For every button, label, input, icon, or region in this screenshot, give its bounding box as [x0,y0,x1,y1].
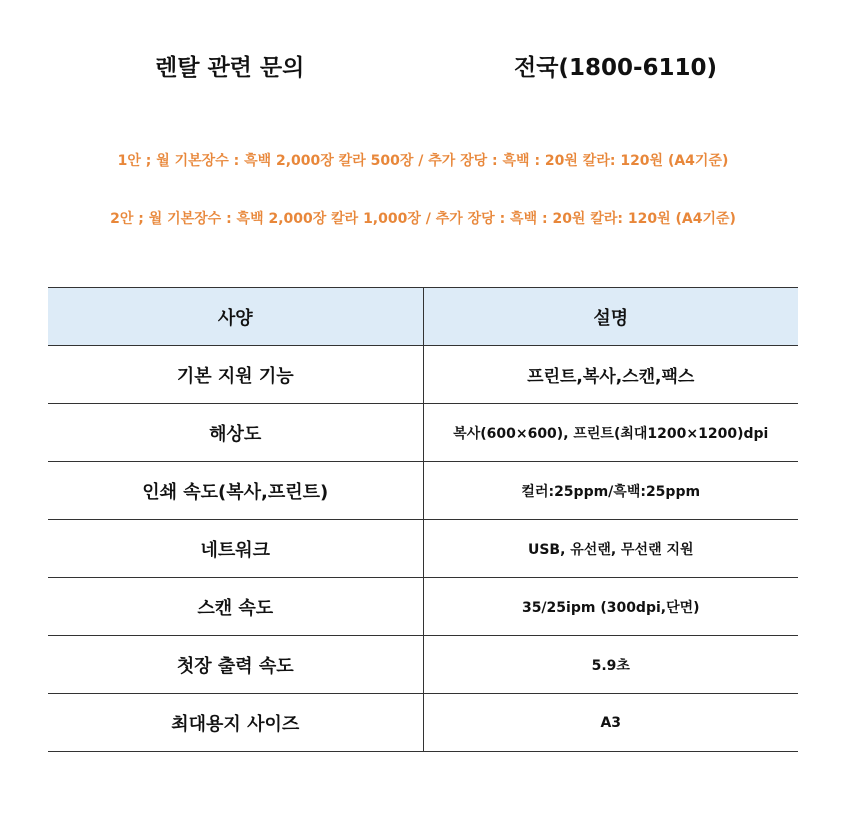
spec-value: 컬러:25ppm/흑백:25ppm [423,462,798,520]
spec-label: 해상도 [48,404,423,462]
spec-value: 35/25ipm (300dpi,단면) [423,578,798,636]
table-row [48,578,798,636]
table-row [48,346,798,404]
spec-value: 복사(600×600), 프린트(최대1200×1200)dpi [423,404,798,462]
spec-label: 인쇄 속도(복사,프린트) [48,462,423,520]
table-row [48,404,798,462]
table-row [48,520,798,578]
plan-2-pricing: 2안 ; 월 기본장수 : 흑백 2,000장 칼라 1,000장 / 추가 장당 : 흑백 : 20원 칼라: 120원 (A4기준) [110,211,736,227]
spec-value: 프린트,복사,스캔,팩스 [423,346,798,404]
table-row [48,694,798,752]
plan-1-pricing: 1안 ; 월 기본장수 : 흑백 2,000장 칼라 500장 / 추가 장당 : 흑백 : 20원 칼라: 120원 (A4기준) [117,153,729,169]
table-header-row [48,288,798,346]
header-description: 설명 [423,288,798,346]
spec-label: 첫장 출력 속도 [48,636,423,694]
table-row [48,636,798,694]
header-spec: 사양 [48,288,423,346]
table-row [48,462,798,520]
spec-label: 기본 지원 기능 [48,346,423,404]
spec-label: 최대용지 사이즈 [48,694,423,752]
spec-value: 5.9초 [423,636,798,694]
spec-label: 네트워크 [48,520,423,578]
spec-table [48,287,798,752]
nationwide-phone-number: 전국(1800-6110) [514,55,718,81]
spec-value: USB, 유선랜, 무선랜 지원 [423,520,798,578]
spec-label: 스캔 속도 [48,578,423,636]
spec-value: A3 [423,694,798,752]
rental-inquiry-title: 렌탈 관련 문의 [155,55,305,81]
